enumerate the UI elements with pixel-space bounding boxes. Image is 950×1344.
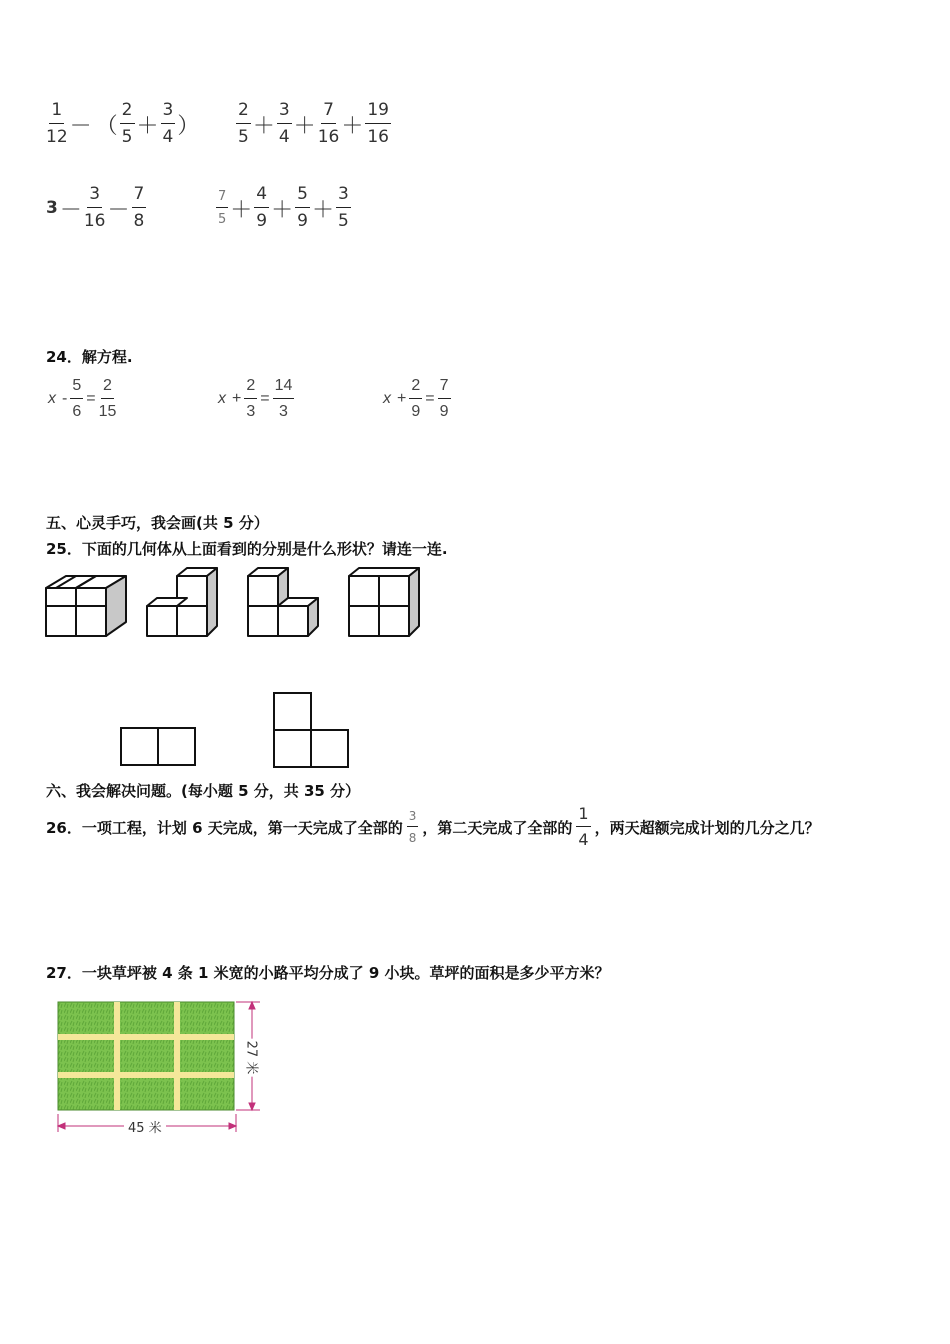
section-5-heading: 五、心灵手巧，我会画(共 5 分） bbox=[46, 514, 269, 532]
expression-4: $\frac{7}{5}$ ＋ $\frac{4}{9}$ ＋ $\frac{5}{9}$ ＋ $\frac{3}{5}$ bbox=[218, 184, 349, 231]
top-view-shape-2 bbox=[272, 691, 354, 769]
equation-1: x - $\frac{5}{6}$ = $\frac{2}{15}$ bbox=[48, 377, 117, 420]
question-26-text: 26．一项工程，计划 6 天完成，第一天完成了全部的 $\frac{3}{8}$ ，第二天完成了全部的 $\frac{1}{4}$ ，两天超额完成计划的几分之几？ bbox=[46, 804, 820, 849]
top-view-shape-1 bbox=[119, 726, 199, 768]
expression-2: $\frac{2}{5}$ ＋ $\frac{3}{4}$ ＋ $\frac{7}{16}$ ＋ $\frac{19}{16}$ bbox=[238, 100, 389, 147]
equation-2: x + $\frac{2}{3}$ = $\frac{14}{3}$ bbox=[218, 377, 293, 420]
cube-figure-2 bbox=[147, 568, 217, 636]
question-25-text: 25．下面的几何体从上面看到的分别是什么形状？请连一连. bbox=[46, 540, 448, 558]
equation-3: x + $\frac{2}{9}$ = $\frac{7}{9}$ bbox=[383, 377, 449, 420]
fraction-1-4: $\frac{1}{4}$ bbox=[578, 804, 589, 849]
width-label: 45 米 bbox=[124, 1117, 166, 1136]
lawn-diagram bbox=[52, 996, 272, 1136]
height-label: 27 米 bbox=[243, 1039, 262, 1077]
section-6-heading: 六、我会解决问题。(每小题 5 分，共 35 分） bbox=[46, 782, 361, 800]
question-24-title: 24．解方程. bbox=[46, 348, 133, 366]
cube-figure-3 bbox=[248, 568, 318, 636]
cube-figures bbox=[40, 560, 430, 644]
cube-figure-4 bbox=[349, 568, 419, 636]
expression-3: 3 － $\frac{3}{16}$ － $\frac{7}{8}$ bbox=[46, 184, 145, 231]
question-27-text: 27．一块草坪被 4 条 1 米宽的小路平均分成了 9 小块。草坪的面积是多少平方米？ bbox=[46, 964, 610, 982]
cube-figure-1 bbox=[46, 576, 126, 636]
fraction-3-8: $\frac{3}{8}$ bbox=[408, 809, 417, 845]
expression-1: $\frac{1}{12}$ － （ $\frac{2}{5}$ ＋ $\frac{3}{4}$ ） bbox=[46, 100, 200, 147]
